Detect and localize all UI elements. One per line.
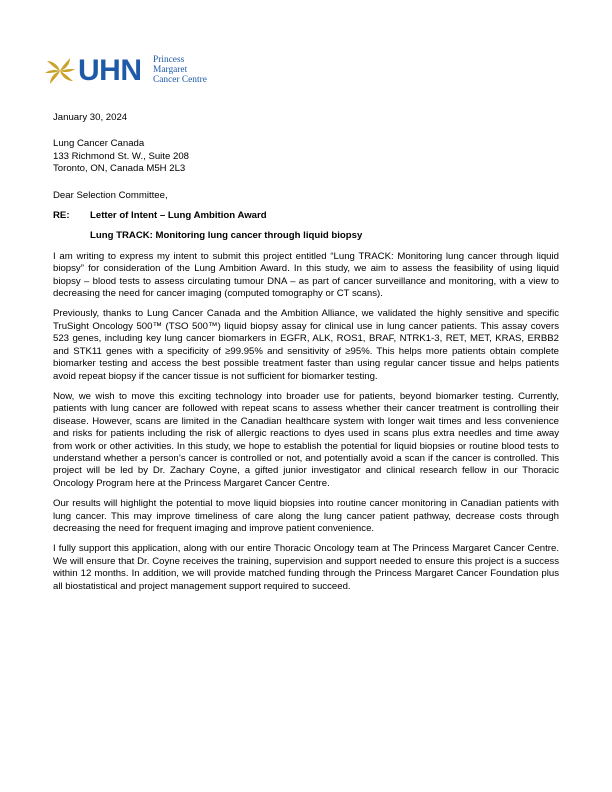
logo-institution-name <box>153 55 207 85</box>
body-paragraph: Previously, thanks to Lung Cancer Canada and the Ambition Alliance, we validated the highly sensitive and specific TruSight Oncology 500™ (TSO 500™) liquid biopsy assay for clinical use in lung cancer patients. This assay covers 523 genes, including key lung cancer biomarkers in EGFR, ALK, ROS1, BRAF, NTRK1-3, RET, MET, KRAS, ERBB2 and STK11 genes with a specificity of ≥99.95% and sensitivity of ≥95%. This helps more patients obtain complete biomarker testing and access the best possible treatment faster than using regular cancer tissue and helps patients avoid repeat biopsy if the cancer tissue is not sufficient for biomarker testing. <box>53 308 559 382</box>
re-label: RE: <box>53 210 70 222</box>
uhn-princess-margaret-logo <box>44 54 224 88</box>
logo-name-line: Cancer Centre <box>153 75 207 85</box>
uhn-pinwheel-icon <box>44 56 76 86</box>
recipient-address <box>53 138 559 175</box>
letter-body <box>53 112 559 601</box>
address-line: Toronto, ON, Canada M5H 2L3 <box>53 163 186 175</box>
body-paragraph: I fully support this application, along with our entire Thoracic Oncology team at The Princess Margaret Cancer Centre. We will ensure that Dr. Coyne receives the training, supervision and support needed to ensure this project is a success within 12 months. In addition, we will provide matched funding through the Princess Margaret Cancer Foundation plus all biostatistical and project management support required to succeed. <box>53 543 559 592</box>
body-paragraph: Now, we wish to move this exciting technology into broader use for patients, beyond biomarker testing. Currently, patients with lung cancer are followed with repeat scans to assess whether their cancer treatment is controlling their disease. However, scans are limited in the Canadian healthcare system with longer wait times and less convenience and risks for patients including the risk of allergic reactions to dyes used in scans plus extra needles and time away from work or other activities. In this study, we hope to establish the potential for liquid biopsies or routine blood tests to understand whether a person’s cancer is controlled or not, and potentially avoid a scan if the cancer is controlled. This project will be led by Dr. Zachary Coyne, a gifted junior investigator and clinical research fellow in our Thoracic Oncology Program here at the Princess Margaret Cancer Centre. <box>53 390 559 489</box>
logo-name-line: Princess <box>153 55 185 65</box>
salutation: Dear Selection Committee, <box>53 189 168 201</box>
address-line: Lung Cancer Canada <box>53 138 145 150</box>
subject-line <box>53 210 559 222</box>
address-line: 133 Richmond St. W., Suite 208 <box>53 150 189 162</box>
body-paragraph: I am writing to express my intent to submit this project entitled “Lung TRACK: Monitoring lung cancer through liquid biopsy” for consideration of the Lung Ambition Award. In this study, we aim to assess the feasibility of using liquid biopsy – blood tests to assess circulating tumour DNA – as part of cancer surveillance and monitoring, with a view to decreasing the need for cancer imaging (computed tomography or CT scans). <box>53 250 559 300</box>
project-title: Lung TRACK: Monitoring lung cancer through liquid biopsy <box>90 230 363 242</box>
logo-abbreviation: UHN <box>78 54 142 87</box>
letter-date: January 30, 2024 <box>53 112 128 123</box>
body-paragraph: Our results will highlight the potential to move liquid biopsies into routine cancer monitoring in Canadian patients with lung cancer. This may improve timeliness of care along the lung cancer patient pathway, decrease costs through decreasing the need for frequent imaging and improve patient convenience. <box>53 498 559 534</box>
logo-name-line: Margaret <box>153 65 188 75</box>
subject-title: Letter of Intent – Lung Ambition Award <box>90 210 267 222</box>
